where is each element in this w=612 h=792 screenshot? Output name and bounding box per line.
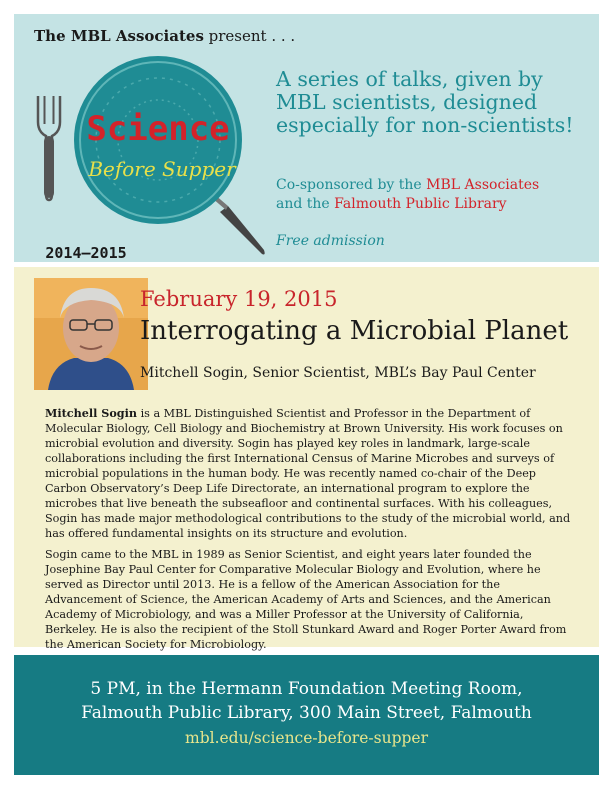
presenter-line [34, 27, 295, 45]
science-before-supper-logo [30, 44, 270, 259]
cosponsor-text [276, 176, 596, 214]
event-date: February 19, 2015 [140, 287, 338, 311]
bio-paragraph-1 [45, 406, 575, 541]
series-url-link[interactable]: mbl.edu/science-before-supper [185, 729, 428, 747]
cosponsor-mid: and the [276, 196, 335, 212]
header-panel [14, 14, 599, 262]
logo-word-before-supper: Before Supper [88, 157, 236, 181]
location-line-2: Falmouth Public Library, 300 Main Street, Falmouth [81, 703, 532, 723]
bio-paragraph-2: Sogin came to the MBL in 1989 as Senior Scientist, and eight years later founded the Josephine Bay Paul Center for Comparative Molecular Biology and Evolution, where he served as Director until 2013. He is a fellow of the American Association for the Advancement of Science, the American Academy of Arts and Sciences, and the American Academy of Microbiology, and was a Miller Professor at the University of California, Berkeley. He is also the recipient of the Stoll Stunkard Award and Roger Porter Award from the American Society for Microbiology. [45, 548, 567, 651]
event-panel [14, 267, 599, 651]
cosponsor-prefix: Co-sponsored by the [276, 177, 427, 193]
series-tagline: A series of talks, given by MBL scientists, designed especially for non-scientists! [276, 67, 574, 137]
logo-season: 2014–2015 [45, 244, 127, 259]
speaker-photo [34, 278, 148, 390]
cosponsor-org-library: Falmouth Public Library [334, 196, 507, 212]
talk-title: Interrogating a Microbial Planet [140, 316, 569, 346]
location-line-1: 5 PM, in the Hermann Foundation Meeting Room, [90, 679, 523, 699]
fork-icon [38, 96, 60, 200]
speaker-line: Mitchell Sogin, Senior Scientist, MBL’s Bay Paul Center [140, 365, 536, 381]
footer-panel [14, 655, 599, 775]
logo-word-science: Science [86, 109, 230, 149]
presenter-suffix: present . . . [203, 27, 296, 45]
cosponsor-org-mbl: MBL Associates [426, 177, 540, 193]
bio-paragraph-1-text: is a MBL Distinguished Scientist and Professor in the Department of Molecular Biology, Cell Biology and Biochemistry at Brown University. His work focuses on microbial evolution and diversity. Sogin has played key roles in landmark, large-scale collaborations including the first International Census of Marine Microbes and surveys of microbial populations in the human body. He was recently named co-chair of the Deep Carbon Observatory’s Deep Life Directorate, an international program to explore the microbes that live beneath the subseafloor and continental surfaces. With his colleagues, Sogin has made major methodological contributions to the study of the microbial world, and has offered fundamental insights on its structure and evolution. [45, 407, 571, 540]
bio-name: Mitchell Sogin [45, 406, 138, 420]
free-admission: Free admission [276, 233, 385, 249]
presenter-org: The MBL Associates [34, 27, 204, 45]
